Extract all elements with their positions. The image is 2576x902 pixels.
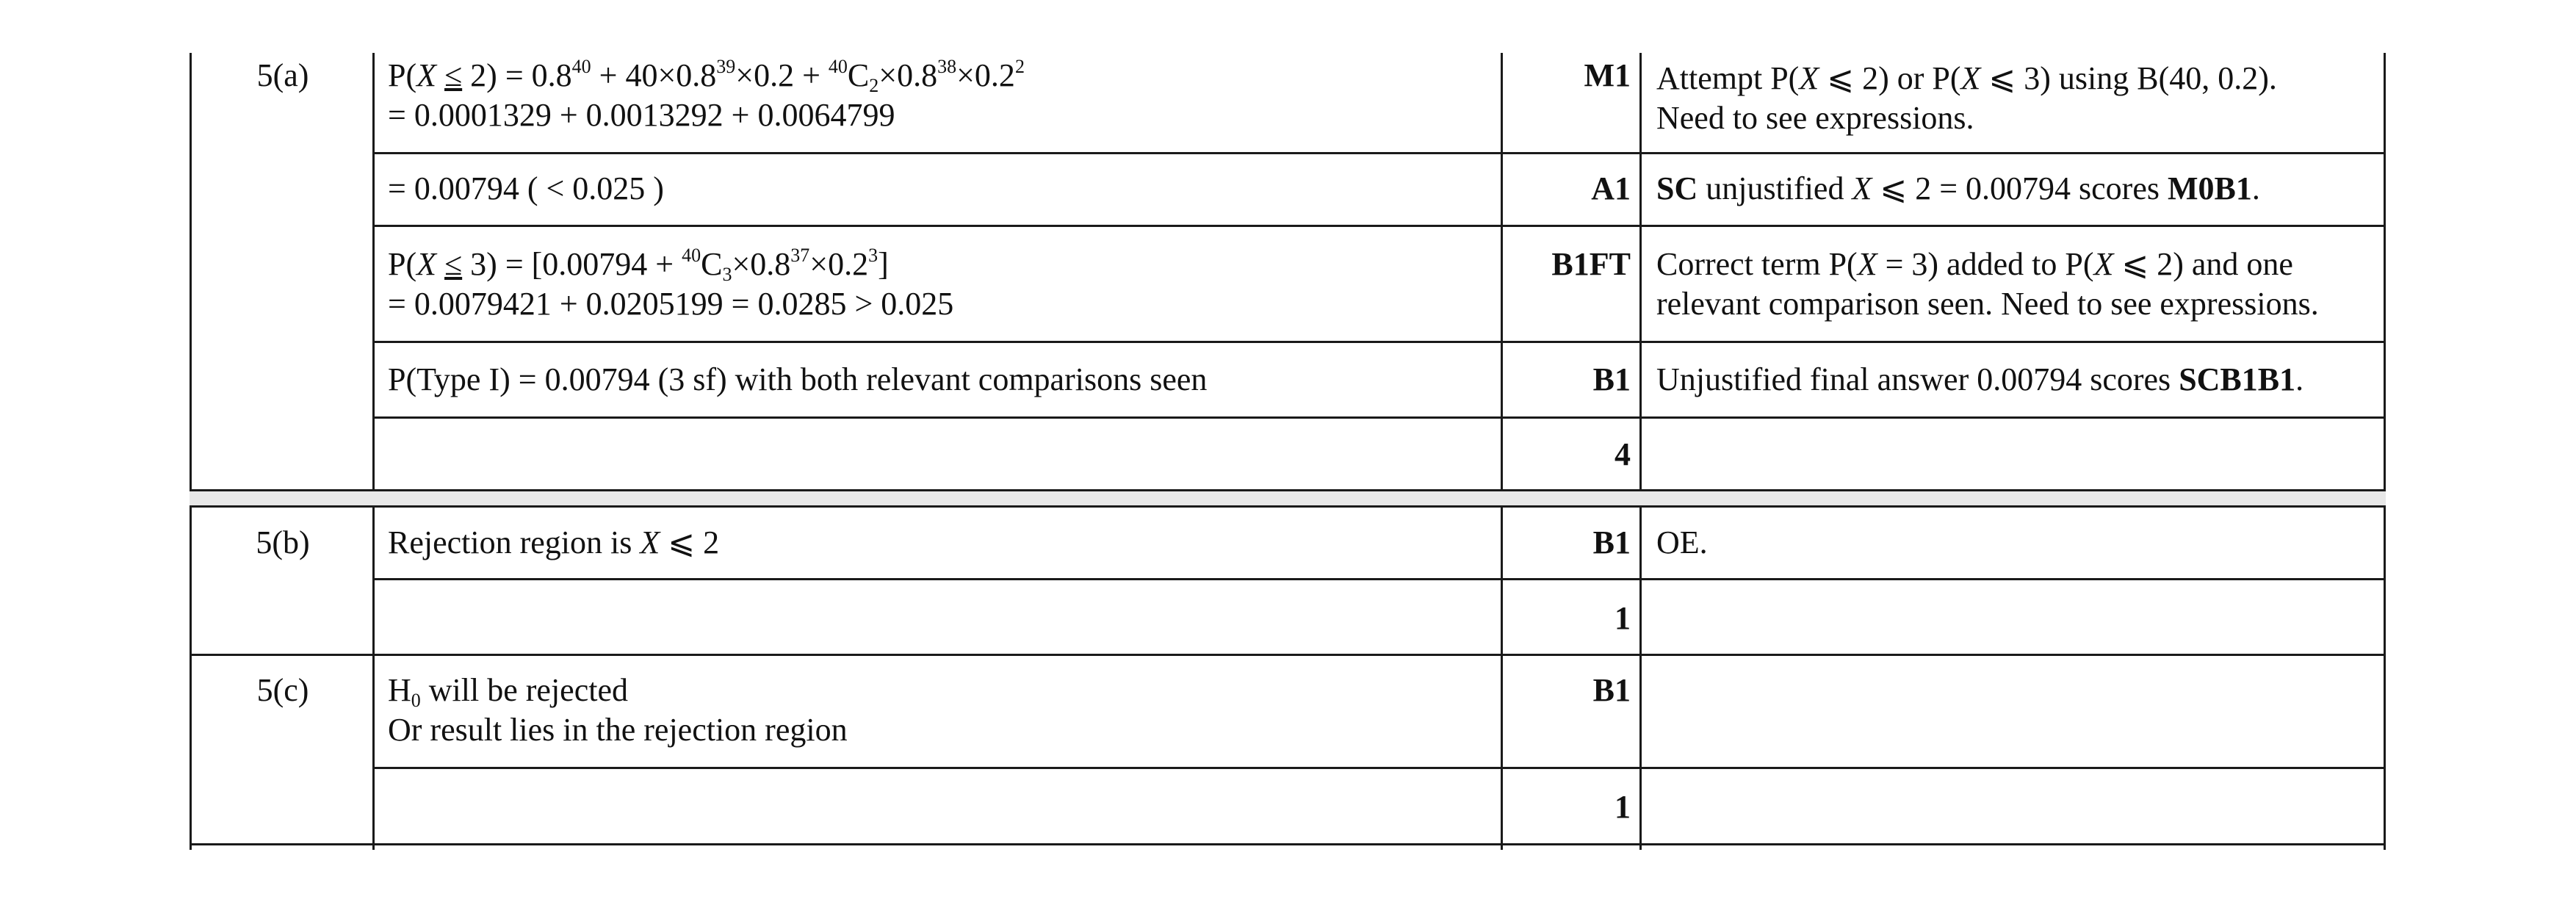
- question-label-5b: 5(b): [256, 524, 310, 560]
- working-5a-type1: P(Type I) = 0.00794 (3 sf) with both relevant comparisons seen: [388, 361, 1208, 397]
- guidance-5b: OE.: [1656, 524, 1708, 560]
- row-divider: [372, 767, 2386, 769]
- question-label-5c: 5(c): [256, 672, 309, 708]
- table-border-right: [2384, 53, 2386, 850]
- guidance-5a-ft-line2: relevant comparison seen. Need to see expressions.: [1656, 286, 2319, 322]
- guidance-5a-ft-line1: Correct term P(X = 3) added to P(X ⩽ 2) and one: [1656, 246, 2293, 282]
- working-5a-px3-line1: $P(X \le 3) = [0.00794 + ^{40}C_3\times 0.8^{37}\times 0.2^3]$: [388, 245, 889, 285]
- table-border-left: [190, 53, 192, 850]
- working-5a-result: = 0.00794 ( < 0.025 ): [388, 170, 664, 206]
- section-divider: [190, 654, 2386, 656]
- total-5b: 1: [1614, 600, 1631, 636]
- mark-5a-a1: A1: [1591, 170, 1631, 206]
- row-divider: [372, 341, 2386, 343]
- table-border-bottom: [190, 843, 2386, 845]
- section-separator: [190, 490, 2386, 506]
- working-5c-line1: $H_0$ will be rejected: [388, 672, 628, 711]
- column-divider-guidance: [1639, 53, 1642, 850]
- guidance-5a-final: Unjustified final answer 0.00794 scores SCB1B1.: [1656, 361, 2304, 397]
- working-5b: Rejection region is X ⩽ 2: [388, 524, 720, 560]
- column-divider-marks: [1501, 53, 1503, 850]
- total-5a: 4: [1614, 436, 1631, 472]
- row-divider: [372, 416, 2386, 419]
- row-divider: [372, 578, 2386, 580]
- section-divider-top: [190, 489, 2386, 491]
- question-label-5a: 5(a): [256, 57, 309, 93]
- mark-5b-b1: B1: [1592, 524, 1631, 560]
- row-divider: [372, 225, 2386, 227]
- working-5a-line1: $P(X \le 2) = 0.8^{40} + 40\times 0.8^{39}\times 0.2 + ^{40}C_2\times 0.8^{38}\times 0.2^2$: [388, 56, 1025, 96]
- working-5a-line2: = 0.0001329 + 0.0013292 + 0.0064799: [388, 97, 895, 133]
- mark-5c-b1: B1: [1592, 672, 1631, 708]
- column-divider-working: [372, 53, 375, 850]
- mark-5a-b1: B1: [1592, 361, 1631, 397]
- row-divider: [372, 152, 2386, 154]
- guidance-5a-sc: SC unjustified X ⩽ 2 = 0.00794 scores M0B1.: [1656, 170, 2260, 206]
- mark-5a-m1: M1: [1584, 57, 1631, 93]
- working-5a-px3-line2: = 0.0079421 + 0.0205199 = 0.0285 > 0.025: [388, 286, 954, 322]
- guidance-5a-line2: Need to see expressions.: [1656, 100, 1974, 136]
- total-5c: 1: [1614, 789, 1631, 825]
- working-5c-line2: Or result lies in the rejection region: [388, 712, 848, 748]
- section-divider-bottom: [190, 505, 2386, 508]
- mark-5a-b1ft: B1FT: [1551, 246, 1631, 282]
- guidance-5a-line1: Attempt P(X ⩽ 2) or P(X ⩽ 3) using B(40, 0.2).: [1656, 60, 2277, 96]
